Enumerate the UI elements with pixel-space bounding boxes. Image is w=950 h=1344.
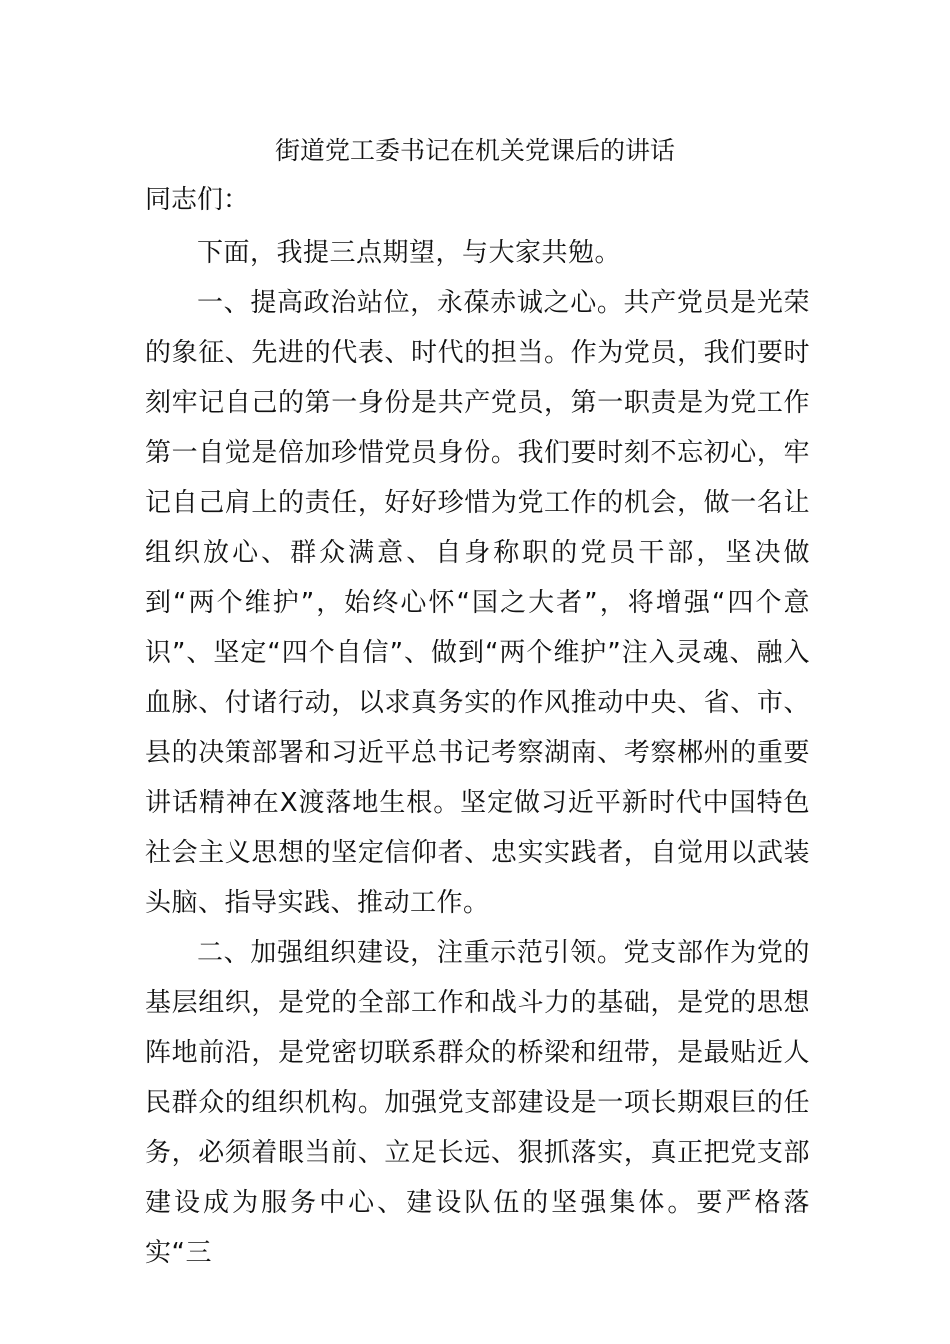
paragraph-point-two: 二、加强组织建设，注重示范引领。党支部作为党的基层组织，是党的全部工作和战斗力的基础，是党的思想阵地前沿，是党密切联系群众的桥梁和纽带，是最贴近人民群众的组织机构。加强党支部建设是一项长期艰巨的任务，必须着眼当前、立足长远、狠抓落实，真正把党支部建设成为服务中心、建设队伍的坚强集体。要严格落实“三 — [145, 938, 810, 1268]
paragraph-point-one: 一、提高政治站位，永葆赤诚之心。共产党员是光荣的象征、先进的代表、时代的担当。作为党员，我们要时刻牢记自己的第一身份是共产党员，第一职责是为党工作第一自觉是倍加珍惜党员身份。我们要时刻不忘初心，牢记自己肩上的责任，好好珍惜为党工作的机会，做一名让组织放心、群众满意、自身称职的党员干部，坚决做到“两个维护”，始终心怀“国之大者”，将增强“四个意识”、坚定“四个自信”、做到“两个维护”注入灵魂、融入血脉、付诸行动，以求真务实的作风推动中央、省、市、县的决策部署和习近平总书记考察湖南、考察郴州的重要讲话精神在X渡落地生根。坚定做习近平新时代中国特色社会主义思想的坚定信仰者、忠实实践者，自觉用以武装头脑、指导实践、推动工作。 — [145, 288, 810, 918]
paragraph-intro: 下面，我提三点期望，与大家共勉。 — [197, 238, 622, 268]
document-body — [145, 228, 810, 1278]
salutation: 同志们： — [145, 185, 250, 215]
document-title: 街道党工委书记在机关党课后的讲话 — [274, 136, 675, 165]
